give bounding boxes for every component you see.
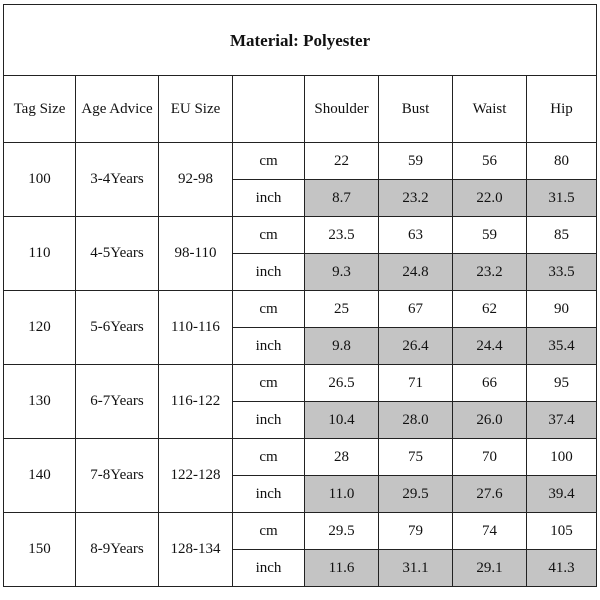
hip-cm-cell: 80: [527, 143, 597, 180]
header-waist: Waist: [453, 76, 527, 143]
hip-cm-cell: 90: [527, 291, 597, 328]
hip-inch-cell: 31.5: [527, 180, 597, 217]
shoulder-inch-cell: 11.0: [305, 476, 379, 513]
size-chart-table: [3, 4, 597, 587]
unit-cm-cell: cm: [233, 291, 305, 328]
tag-size-cell: 100: [4, 143, 76, 217]
unit-cm-cell: cm: [233, 365, 305, 402]
shoulder-cm-cell: 28: [305, 439, 379, 476]
shoulder-cm-cell: 25: [305, 291, 379, 328]
unit-cm-cell: cm: [233, 439, 305, 476]
eu-size-cell: 122-128: [159, 439, 233, 513]
waist-inch-cell: 22.0: [453, 180, 527, 217]
hip-inch-cell: 41.3: [527, 550, 597, 587]
bust-inch-cell: 28.0: [379, 402, 453, 439]
title-row: [4, 5, 597, 76]
header-row: [4, 76, 597, 143]
shoulder-cm-cell: 29.5: [305, 513, 379, 550]
age-advice-cell: 8-9Years: [76, 513, 159, 587]
hip-cm-cell: 85: [527, 217, 597, 254]
waist-cm-cell: 70: [453, 439, 527, 476]
bust-cm-cell: 59: [379, 143, 453, 180]
table-row-cm: [4, 365, 597, 402]
header-bust: Bust: [379, 76, 453, 143]
waist-inch-cell: 24.4: [453, 328, 527, 365]
unit-inch-cell: inch: [233, 180, 305, 217]
shoulder-cm-cell: 23.5: [305, 217, 379, 254]
bust-inch-cell: 23.2: [379, 180, 453, 217]
hip-inch-cell: 35.4: [527, 328, 597, 365]
unit-cm-cell: cm: [233, 143, 305, 180]
unit-inch-cell: inch: [233, 476, 305, 513]
unit-inch-cell: inch: [233, 402, 305, 439]
hip-inch-cell: 33.5: [527, 254, 597, 291]
shoulder-inch-cell: 9.3: [305, 254, 379, 291]
eu-size-cell: 92-98: [159, 143, 233, 217]
header-age-advice: Age Advice: [76, 76, 159, 143]
waist-inch-cell: 29.1: [453, 550, 527, 587]
tag-size-cell: 150: [4, 513, 76, 587]
hip-inch-cell: 39.4: [527, 476, 597, 513]
waist-cm-cell: 56: [453, 143, 527, 180]
bust-inch-cell: 29.5: [379, 476, 453, 513]
unit-cm-cell: cm: [233, 217, 305, 254]
waist-cm-cell: 66: [453, 365, 527, 402]
shoulder-inch-cell: 9.8: [305, 328, 379, 365]
tag-size-cell: 140: [4, 439, 76, 513]
unit-inch-cell: inch: [233, 550, 305, 587]
hip-cm-cell: 100: [527, 439, 597, 476]
bust-inch-cell: 24.8: [379, 254, 453, 291]
hip-cm-cell: 105: [527, 513, 597, 550]
table-row-cm: [4, 143, 597, 180]
hip-cm-cell: 95: [527, 365, 597, 402]
eu-size-cell: 98-110: [159, 217, 233, 291]
shoulder-inch-cell: 8.7: [305, 180, 379, 217]
age-advice-cell: 5-6Years: [76, 291, 159, 365]
hip-inch-cell: 37.4: [527, 402, 597, 439]
table-row-cm: [4, 217, 597, 254]
table-row-cm: [4, 291, 597, 328]
age-advice-cell: 4-5Years: [76, 217, 159, 291]
table-title: Material: Polyester: [4, 5, 597, 76]
tag-size-cell: 110: [4, 217, 76, 291]
age-advice-cell: 7-8Years: [76, 439, 159, 513]
shoulder-inch-cell: 10.4: [305, 402, 379, 439]
bust-cm-cell: 79: [379, 513, 453, 550]
waist-cm-cell: 59: [453, 217, 527, 254]
tag-size-cell: 130: [4, 365, 76, 439]
waist-cm-cell: 74: [453, 513, 527, 550]
bust-cm-cell: 63: [379, 217, 453, 254]
unit-cm-cell: cm: [233, 513, 305, 550]
header-unit-blank: [233, 76, 305, 143]
bust-inch-cell: 31.1: [379, 550, 453, 587]
shoulder-inch-cell: 11.6: [305, 550, 379, 587]
table-row-cm: [4, 513, 597, 550]
bust-cm-cell: 75: [379, 439, 453, 476]
header-tag-size: Tag Size: [4, 76, 76, 143]
bust-inch-cell: 26.4: [379, 328, 453, 365]
shoulder-cm-cell: 26.5: [305, 365, 379, 402]
header-eu-size: EU Size: [159, 76, 233, 143]
waist-inch-cell: 26.0: [453, 402, 527, 439]
eu-size-cell: 128-134: [159, 513, 233, 587]
eu-size-cell: 110-116: [159, 291, 233, 365]
eu-size-cell: 116-122: [159, 365, 233, 439]
age-advice-cell: 6-7Years: [76, 365, 159, 439]
waist-cm-cell: 62: [453, 291, 527, 328]
waist-inch-cell: 27.6: [453, 476, 527, 513]
unit-inch-cell: inch: [233, 328, 305, 365]
unit-inch-cell: inch: [233, 254, 305, 291]
tag-size-cell: 120: [4, 291, 76, 365]
bust-cm-cell: 67: [379, 291, 453, 328]
header-shoulder: Shoulder: [305, 76, 379, 143]
size-chart-body: [4, 5, 597, 587]
shoulder-cm-cell: 22: [305, 143, 379, 180]
bust-cm-cell: 71: [379, 365, 453, 402]
table-row-cm: [4, 439, 597, 476]
age-advice-cell: 3-4Years: [76, 143, 159, 217]
waist-inch-cell: 23.2: [453, 254, 527, 291]
header-hip: Hip: [527, 76, 597, 143]
